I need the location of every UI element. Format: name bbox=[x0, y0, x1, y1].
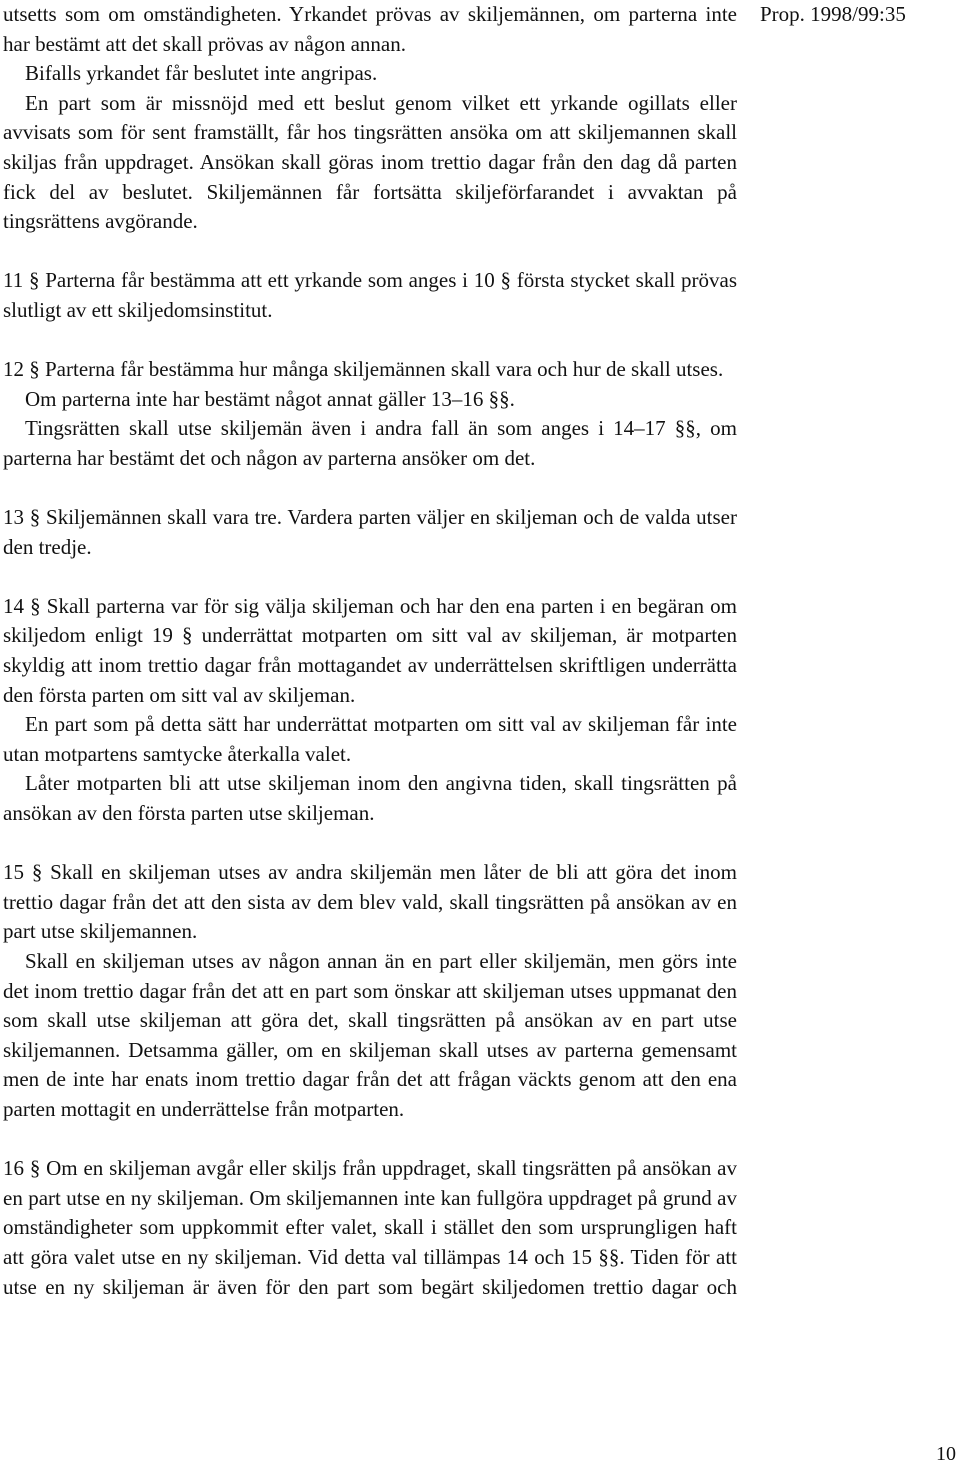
section-14-p3: Låter motparten bli att utse skiljeman inom den angivna tiden, skall tingsrätten på ansökan av den första parten utse skiljeman. bbox=[3, 771, 737, 826]
paragraph-continuation: utsetts som om omständigheten. Yrkandet prövas av skiljemännen, om parterna inte har bestämt att det skall prövas av någon annan. bbox=[3, 2, 737, 56]
section-11: 11 § Parterna får bestämma att ett yrkande som anges i 10 § första stycket skall prövas slutligt av ett skiljedomsinstitut. bbox=[3, 268, 737, 322]
section-12-p3: Tingsrätten skall utse skiljemän även i andra fall än som anges i 14–17 §§, om parterna har bestämt det och någon av parterna ansöker om det. bbox=[3, 416, 737, 470]
section-15: 15 § Skall en skiljeman utses av andra skiljemän men låter de bli att göra det inom trettio dagar från det att den sista av dem blev vald, skall tingsrätten på ansökan av en part utse skiljemannen. bbox=[3, 860, 737, 944]
section-14-p2: En part som på detta sätt har underrättat motparten om sitt val av skiljeman får inte utan motpartens samtycke återkalla valet. bbox=[3, 712, 737, 766]
section-12: 12 § Parterna får bestämma hur många skiljemännen skall vara och hur de skall utses. bbox=[3, 357, 724, 382]
paragraph-bifalls: Bifalls yrkandet får beslutet inte angripas. bbox=[25, 61, 378, 86]
prop-reference: Prop. 1998/99:35 bbox=[760, 2, 906, 26]
page-number: 10 bbox=[936, 1443, 956, 1465]
section-15-p2: Skall en skiljeman utses av någon annan än en part eller skiljemän, men görs inte det inom trettio dagar från det att en part som önskar att skiljeman utses uppmanat den som skall utse skiljeman att göra det, skall tingsrätten på ansökan av en part utse skiljemannen. Detsamma gäller, om en skiljeman skall utses av parterna gemensamt men de inte har enats inom trettio dagar från det att frågan väckts genom att den ena parten mottagit en underrättelse från motparten. bbox=[3, 949, 737, 1121]
section-13: 13 § Skiljemännen skall vara tre. Vardera parten väljer en skiljeman och de valda utser den tredje. bbox=[3, 505, 737, 559]
section-14: 14 § Skall parterna var för sig välja skiljeman och har den ena parten i en begäran om skiljedom enligt 19 § underrättat motparten om sitt val av skiljeman, är motparten skyldig att inom trettio dagar från mottagandet av underrättelsen skriftligen underrätta den första parten om sitt val av skiljeman. bbox=[3, 593, 737, 707]
paragraph-missnojd: En part som är missnöjd med ett beslut genom vilket ett yrkande ogillats eller avvisats som för sent framställt, får hos tingsrätten ansöka om att skiljemannen skall skiljas från uppdraget. Ansökan skall göras inom trettio dagar från den dag då parten fick del av beslutet. Skiljemännen får fortsätta skiljeförfarandet i avvaktan på tingsrättens avgörande. bbox=[3, 90, 737, 234]
section-16: 16 § Om en skiljeman avgår eller skiljs från uppdraget, skall tingsrätten på ansökan av en part utse en ny skiljeman. Om skiljemannen inte kan fullgöra uppdraget på grund av omständigheter som uppkommit efter valet, skall i stället den som ursprungligen haft att göra valet utse en ny skiljeman. Vid detta val tillämpas 14 och 15 §§. Tiden för att utse en ny skiljeman är även för den part som begärt skiljedomen trettio dagar och bbox=[3, 1156, 737, 1299]
body-text bbox=[3, 0, 737, 1302]
section-12-p2: Om parterna inte har bestämt något annat gäller 13–16 §§. bbox=[25, 386, 515, 411]
